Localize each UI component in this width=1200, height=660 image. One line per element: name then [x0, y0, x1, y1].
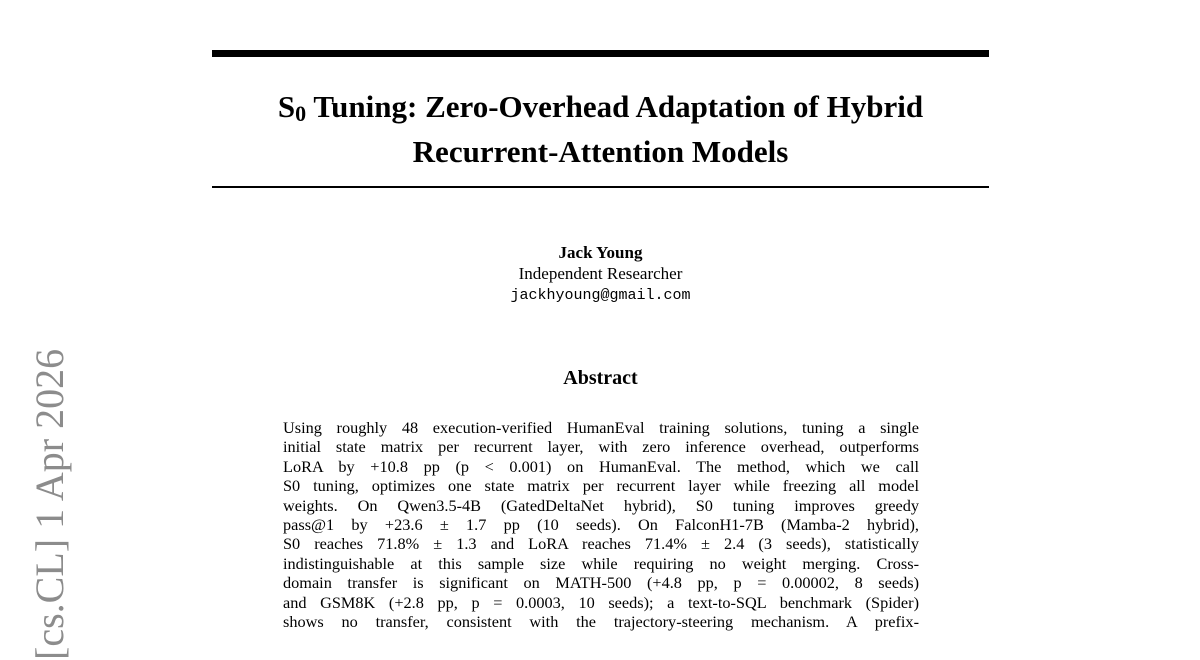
- paper-title: [212, 88, 989, 171]
- abstract-line: domain transfer is significant on MATH-500 (+4.8 pp, p = 0.00002, 8 seeds): [283, 573, 919, 593]
- arxiv-stamp: [cs.CL] 1 Apr 2026: [27, 348, 72, 660]
- author-block: [212, 242, 989, 307]
- title-top-rule: [212, 50, 989, 57]
- title-line2: Recurrent-Attention Models: [412, 134, 789, 169]
- abstract-body: [283, 418, 919, 631]
- abstract-line: LoRA by +10.8 pp (p < 0.001) on HumanEval. The method, which we call: [283, 456, 919, 476]
- abstract-line: weights. On Qwen3.5-4B (GatedDeltaNet hybrid), S0 tuning improves greedy: [283, 495, 919, 515]
- author-name: Jack Young: [558, 243, 643, 262]
- title-line1-rest: Tuning: Zero-Overhead Adaptation of Hybrid: [306, 89, 924, 124]
- abstract-line: S0 reaches 71.8% ± 1.3 and LoRA reaches 71.4% ± 2.4 (3 seeds), statistically: [283, 534, 919, 554]
- title-bottom-rule: [212, 186, 989, 188]
- author-email: jackhyoung@gmail.com: [510, 287, 691, 304]
- title-prefix: S: [277, 89, 296, 124]
- abstract-line: S0 tuning, optimizes one state matrix per recurrent layer while freezing all model: [283, 476, 919, 496]
- abstract-line: indistinguishable at this sample size while requiring no weight merging. Cross-: [283, 553, 919, 573]
- title-prefix-subscript: 0: [295, 101, 307, 126]
- abstract-line: pass@1 by +23.6 ± 1.7 pp (10 seeds). On FalconH1-7B (Mamba-2 hybrid),: [283, 514, 919, 534]
- author-affiliation: Independent Researcher: [518, 264, 683, 283]
- abstract-line: and GSM8K (+2.8 pp, p = 0.0003, 10 seeds); a text-to-SQL benchmark (Spider): [283, 592, 919, 612]
- abstract-heading: Abstract: [563, 367, 638, 389]
- abstract-line: Using roughly 48 execution-verified HumanEval training solutions, tuning a single: [283, 418, 919, 437]
- abstract-line: shows no transfer, consistent with the trajectory-steering mechanism. A prefix-: [283, 611, 919, 631]
- abstract-line: initial state matrix per recurrent layer, with zero inference overhead, outperforms: [283, 437, 919, 457]
